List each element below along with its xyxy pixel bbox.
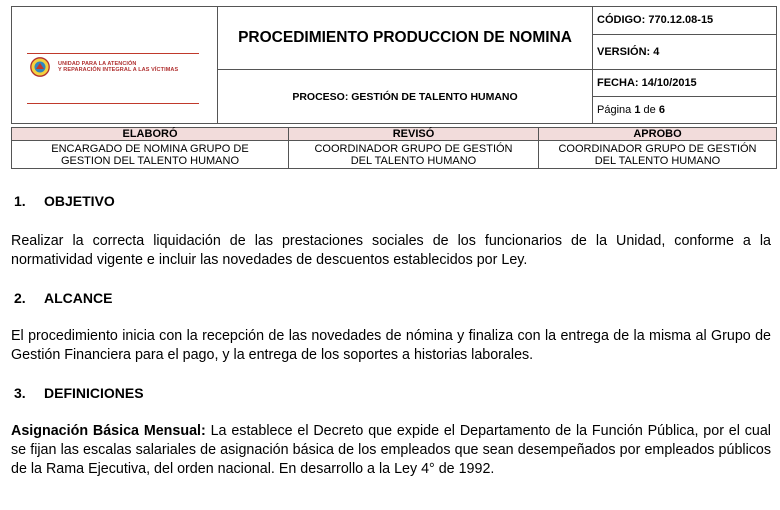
section-text-alcance: El procedimiento inicia con la recepción de las novedades de nómina y finaliza con la entrega de la misma al Grupo de Gestión Financiera para el pago, y la entrega de los soportes a historias laborales. bbox=[11, 328, 771, 363]
seal-icon bbox=[30, 57, 50, 77]
version-label: VERSIÓN: bbox=[597, 45, 651, 58]
document-title: PROCEDIMIENTO PRODUCCION DE NOMINA bbox=[218, 7, 593, 70]
page-of: de bbox=[643, 104, 656, 116]
logo-text-line1: UNIDAD PARA LA ATENCIÓN bbox=[58, 60, 137, 67]
code-field bbox=[593, 7, 777, 35]
page-current: 1 bbox=[634, 104, 641, 116]
section-text-objetivo: Realizar la correcta liquidación de las prestaciones sociales de los funcionarios de la Unidad, conforme a la normatividad vigente e incluir las novedades de descuentos establecidos por Ley. bbox=[11, 233, 771, 268]
version-value: 4 bbox=[653, 45, 660, 58]
process-name: PROCESO: GESTIÓN DE TALENTO HUMANO bbox=[218, 70, 593, 124]
page-label: Página bbox=[597, 104, 632, 116]
section-text-definiciones bbox=[11, 422, 771, 479]
elaboro-header: ELABORÓ bbox=[12, 128, 289, 141]
logo-divider-top bbox=[27, 53, 199, 54]
date-field bbox=[593, 70, 777, 97]
reviso-role: COORDINADOR GRUPO DE GESTIÓN DEL TALENTO HUMANO bbox=[289, 141, 539, 169]
approval-table bbox=[11, 127, 777, 169]
section-heading-objetivo: 1. OBJETIVO bbox=[14, 193, 115, 209]
section-heading-definiciones: 3. DEFINICIONES bbox=[14, 385, 144, 401]
section-heading-alcance: 2. ALCANCE bbox=[14, 290, 113, 306]
date-value: 14/10/2015 bbox=[641, 77, 697, 89]
logo-text-line2: Y REPARACIÓN INTEGRAL A LAS VÍCTIMAS bbox=[58, 67, 179, 73]
definition-text: La establece el Decreto que expide el Departamento de la Función Pública, por el cual se fijan las escalas salariales de asignación básica de los empleados que sean desempeñados por empleados públicos de la Rama Ejecutiva, del orden nacional. En desarrollo a la Ley 4° de 1992. bbox=[11, 423, 771, 477]
elaboro-role: ENCARGADO DE NOMINA GRUPO DE GESTION DEL TALENTO HUMANO bbox=[12, 141, 289, 169]
code-label: CÓDIGO: bbox=[597, 14, 646, 27]
page-field bbox=[593, 97, 777, 124]
date-label: FECHA: bbox=[597, 77, 639, 89]
code-value: 770.12.08-15 bbox=[648, 14, 714, 27]
organization-logo bbox=[30, 57, 178, 77]
page-total: 6 bbox=[658, 104, 665, 116]
version-field bbox=[593, 34, 777, 69]
aprobo-header: APROBO bbox=[539, 128, 777, 141]
logo-divider-bottom bbox=[27, 103, 199, 104]
reviso-header: REVISÓ bbox=[289, 128, 539, 141]
definition-term: Asignación Básica Mensual: bbox=[11, 423, 206, 439]
document-header bbox=[11, 6, 777, 124]
logo-cell bbox=[12, 7, 218, 124]
aprobo-role: COORDINADOR GRUPO DE GESTIÓN DEL TALENTO HUMANO bbox=[539, 141, 777, 169]
